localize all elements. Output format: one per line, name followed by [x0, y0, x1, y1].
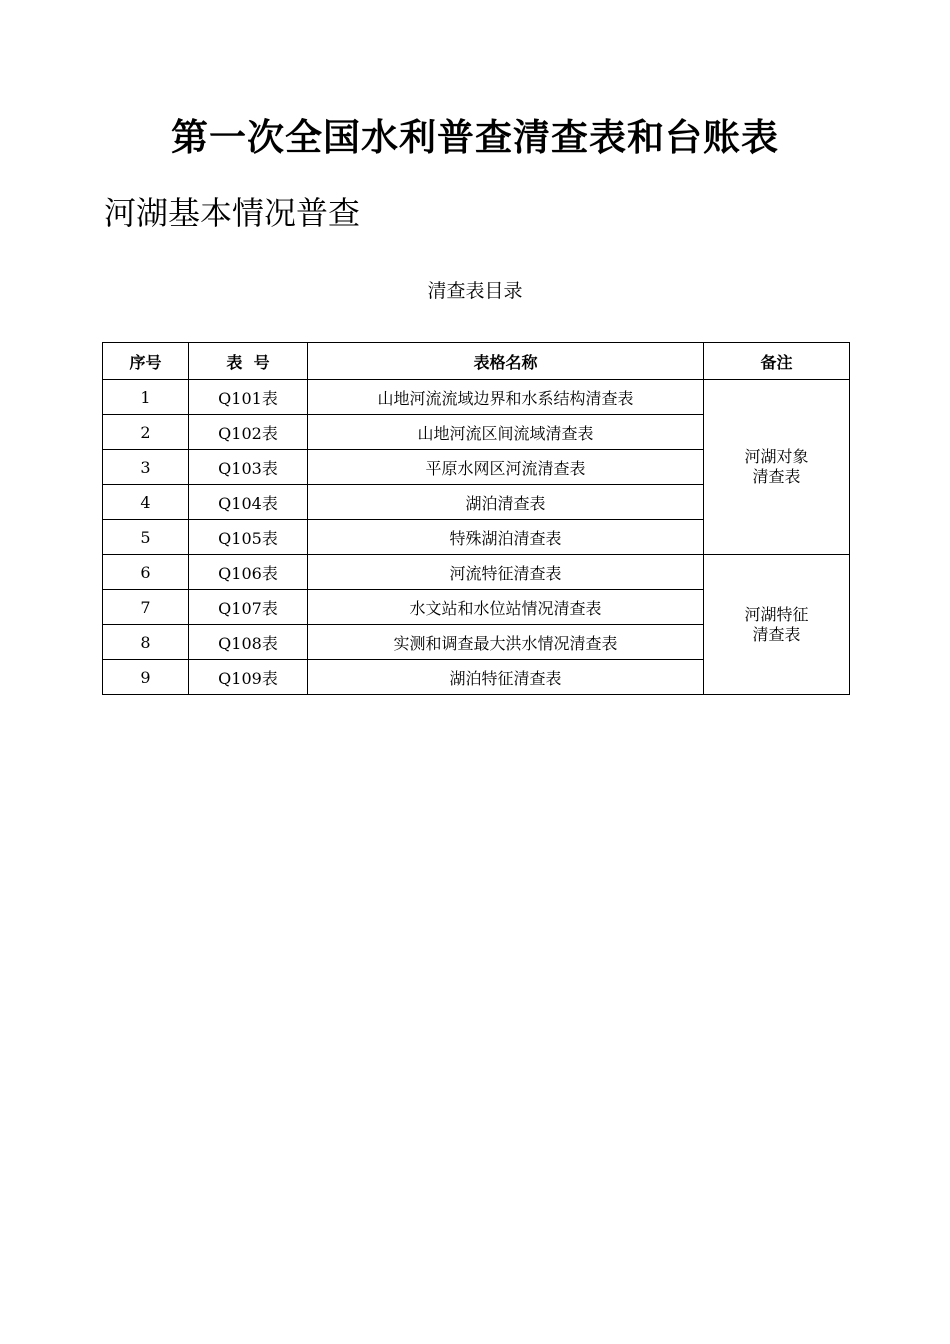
section-title: 河湖基本情况普查 — [104, 194, 361, 232]
table-caption: 清查表目录 — [427, 280, 523, 302]
row-code: Q104表 — [189, 485, 308, 520]
row-number: 2 — [103, 415, 189, 450]
row-number: 7 — [103, 590, 189, 625]
row-number: 5 — [103, 520, 189, 555]
row-code: Q103表 — [189, 450, 308, 485]
table-header-row — [103, 343, 850, 380]
row-name: 水文站和水位站情况清查表 — [308, 590, 704, 625]
document-title: 第一次全国水利普查清查表和台账表 — [171, 116, 779, 159]
row-code: Q105表 — [189, 520, 308, 555]
row-name: 平原水网区河流清查表 — [308, 450, 704, 485]
row-number: 3 — [103, 450, 189, 485]
row-name: 特殊湖泊清查表 — [308, 520, 704, 555]
row-code: Q101表 — [189, 380, 308, 415]
group-remark-line: 清查表 — [752, 624, 801, 644]
row-name: 山地河流区间流域清查表 — [308, 415, 704, 450]
group-remark-line: 河湖对象 — [744, 447, 809, 466]
row-name: 实测和调查最大洪水情况清查表 — [308, 625, 704, 660]
header-serial-number: 序号 — [103, 343, 189, 380]
row-code: Q106表 — [189, 555, 308, 590]
row-name: 湖泊清查表 — [308, 485, 704, 520]
table-row — [103, 555, 850, 590]
row-number: 8 — [103, 625, 189, 660]
group-remark-line: 河湖特征 — [744, 604, 809, 624]
row-name: 山地河流流域边界和水系结构清查表 — [308, 380, 704, 415]
group-remark-objects — [704, 380, 850, 555]
table-row — [103, 380, 850, 415]
header-remarks: 备注 — [704, 343, 850, 380]
row-number: 6 — [103, 555, 189, 590]
row-number: 9 — [103, 660, 189, 695]
row-code: Q107表 — [189, 590, 308, 625]
group-remark-features — [704, 555, 850, 695]
row-number: 4 — [103, 485, 189, 520]
row-code: Q102表 — [189, 415, 308, 450]
header-table-code: 表 号 — [189, 343, 308, 380]
row-name: 河流特征清查表 — [308, 555, 704, 590]
row-code: Q109表 — [189, 660, 308, 695]
group-remark-line: 清查表 — [752, 467, 801, 486]
catalog-table — [102, 342, 850, 695]
row-name: 湖泊特征清查表 — [308, 660, 704, 695]
row-code: Q108表 — [189, 625, 308, 660]
header-table-name: 表格名称 — [308, 343, 704, 380]
row-number: 1 — [103, 380, 189, 415]
